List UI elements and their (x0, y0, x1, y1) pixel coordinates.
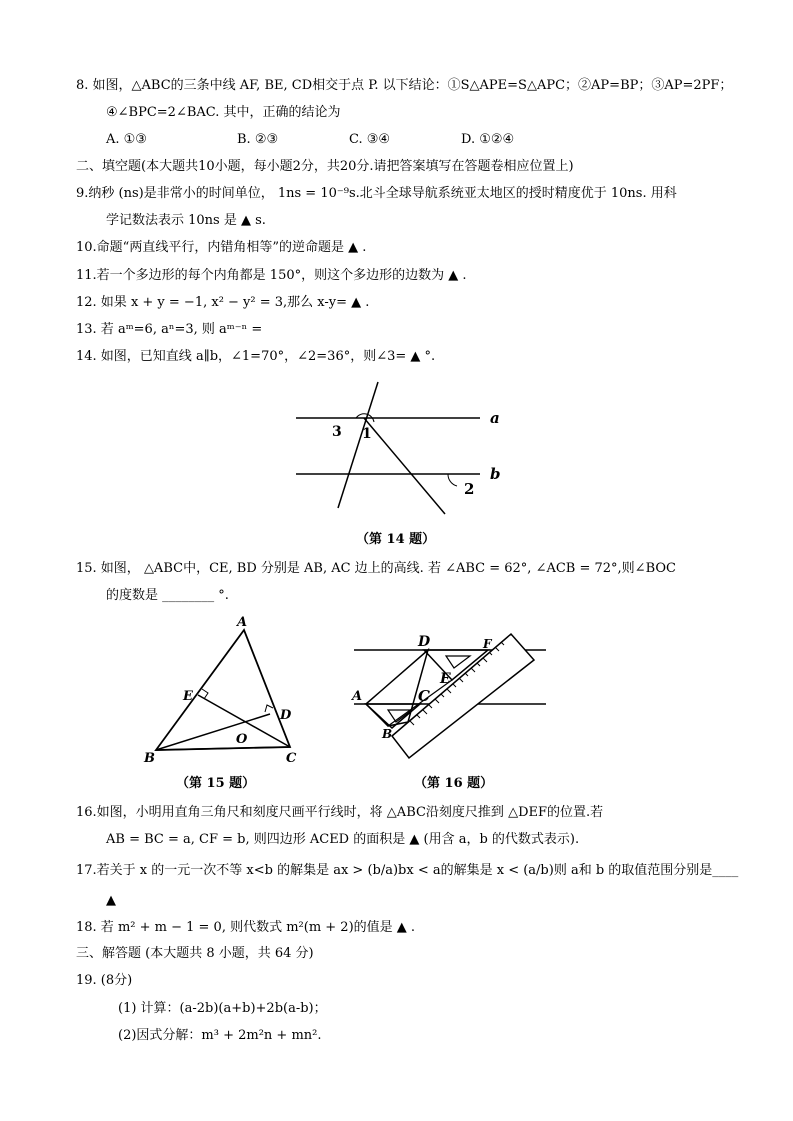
label-C: C (418, 687, 430, 705)
q16-line2: AB = BC = a, CF = b, 则四边形 ACED 的面积是 ▲ (用含 a，b 的代数式表示). (106, 832, 580, 847)
label-B: B (144, 751, 155, 766)
figure-15 (140, 612, 310, 767)
q8-option-d: D. ①②④ (461, 132, 515, 147)
q19-title: 19. (8分) (76, 973, 133, 988)
label-F: F (483, 637, 492, 651)
q8-line1: 8. 如图，△ABC的三条中线 AF, BE, CD相交于点 P. 以下结论：①S△APE=S△APC；②AP=BP；③AP=2PF； (76, 78, 733, 93)
figure-14 (290, 376, 520, 521)
q14: 14. 如图，已知直线 a∥b，∠1=70°，∠2=36°，则∠3= ▲ °. (76, 349, 436, 364)
q8-option-b: B. ②③ (237, 132, 279, 147)
q12: 12. 如果 x + y = −1, x² − y² = 3,那么 x-y= ▲ . (76, 295, 370, 310)
q13: 13. 若 aᵐ=6, aⁿ=3, 则 aᵐ⁻ⁿ = (76, 322, 263, 337)
q8-line2: ④∠BPC=2∠BAC. 其中，正确的结论为 (106, 105, 341, 120)
triangle-abc (156, 630, 290, 750)
label-D: D (280, 708, 292, 723)
label-E: E (183, 689, 193, 704)
label-B: B (382, 727, 393, 741)
q15-line1: 15. 如图， △ABC中，CE, BD 分别是 AB, AC 边上的高线. 若 ∠ABC = 62°, ∠ACB = 72°,则∠BOC (76, 561, 676, 576)
q8-option-a: A. ①③ (106, 132, 147, 147)
ruler (392, 634, 534, 758)
q9-line1: 9.纳秒 (ns)是非常小的时间单位， 1ns = 10⁻⁹s.北斗全球导航系统亚太地区的授时精度优于 10ns. 用科 (76, 186, 677, 201)
label-E: E (440, 671, 451, 687)
label-O: O (236, 732, 248, 747)
q9-line2: 学记数法表示 10ns 是 ▲ s. (106, 213, 266, 228)
figure-16 (348, 628, 553, 768)
section2-heading: 二、填空题(本大题共10小题，每小题2分，共20分.请把答案填写在答题卷相应位置上) (76, 159, 574, 174)
transversal-2 (364, 418, 445, 514)
q15-line2: 的度数是 ________ °. (106, 588, 229, 603)
label-3: 3 (332, 424, 342, 440)
fig15-caption: （第 15 题） (176, 776, 256, 791)
label-A: A (352, 689, 363, 704)
q16-line1: 16.如图，小明用直角三角尺和刻度尺画平行线时，将 △ABC沿刻度尺推到 △DEF的位置.若 (76, 805, 604, 820)
transversal-1 (338, 382, 378, 508)
q11: 11.若一个多边形的每个内角都是 150°，则这个多边形的边数为 ▲ . (76, 268, 467, 283)
label-a: a (490, 409, 500, 427)
label-D: D (418, 634, 431, 650)
label-b: b (490, 465, 501, 483)
fig16-caption: （第 16 题） (414, 776, 494, 791)
altitude-bd (156, 714, 270, 750)
q17-line2: ▲ (106, 893, 116, 908)
section3-heading: 三、解答题 (本大题共 8 小题，共 64 分) (76, 946, 314, 961)
label-A: A (237, 615, 248, 630)
q19-item2: (2)因式分解：m³ + 2m²n + mn². (118, 1028, 322, 1043)
q10: 10.命题“两直线平行，内错角相等”的逆命题是 ▲ . (76, 240, 367, 255)
label-2: 2 (464, 480, 475, 498)
q19-item1: (1) 计算：(a-2b)(a+b)+2b(a-b)； (118, 1001, 327, 1016)
q8-option-c: C. ③④ (349, 132, 391, 147)
label-1: 1 (362, 426, 372, 442)
label-C: C (286, 751, 297, 766)
q18: 18. 若 m² + m − 1 = 0, 则代数式 m²(m + 2)的值是 ▲ . (76, 920, 416, 935)
q17-line1: 17.若关于 x 的一元一次不等 x<b 的解集是 ax > (b/a)bx < a的解集是 x < (a/b)则 a和 b 的取值范围分别是____ (76, 863, 739, 878)
fig14-caption: （第 14 题） (356, 532, 436, 547)
